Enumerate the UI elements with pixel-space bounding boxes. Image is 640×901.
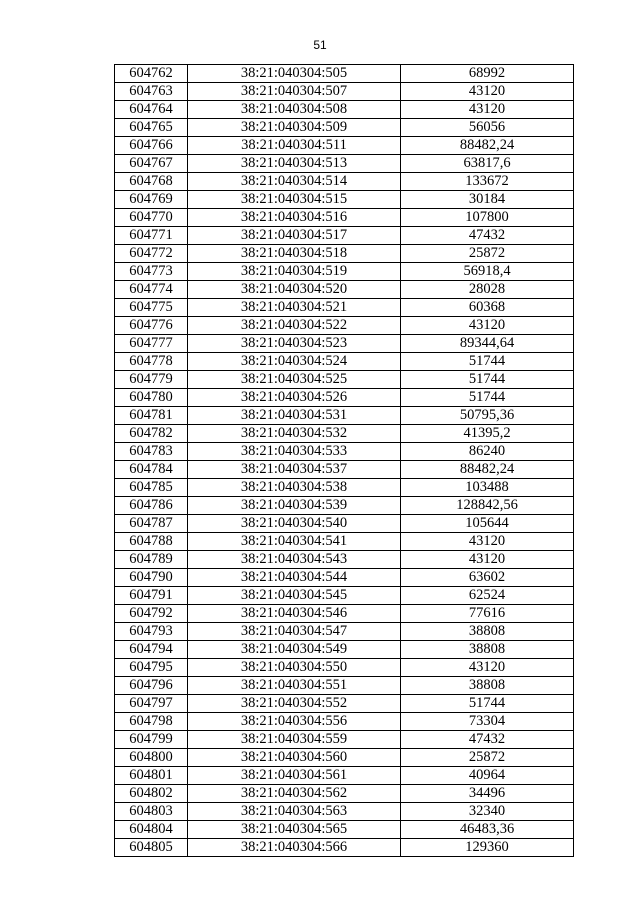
table-row — [115, 569, 574, 587]
row-number-cell: 604801 — [115, 767, 188, 785]
row-number-cell: 604780 — [115, 389, 188, 407]
value-cell: 105644 — [401, 515, 574, 533]
row-number-cell: 604773 — [115, 263, 188, 281]
value-cell: 62524 — [401, 587, 574, 605]
row-number-cell: 604762 — [115, 65, 188, 83]
table-row — [115, 587, 574, 605]
cadastral-number-cell: 38:21:040304:507 — [188, 83, 401, 101]
cadastral-number-cell: 38:21:040304:566 — [188, 839, 401, 857]
cadastral-number-cell: 38:21:040304:552 — [188, 695, 401, 713]
table-row — [115, 605, 574, 623]
cadastral-number-cell: 38:21:040304:565 — [188, 821, 401, 839]
cadastral-number-cell: 38:21:040304:549 — [188, 641, 401, 659]
value-cell: 51744 — [401, 353, 574, 371]
table-row — [115, 407, 574, 425]
table-row — [115, 335, 574, 353]
cadastral-number-cell: 38:21:040304:513 — [188, 155, 401, 173]
value-cell: 38808 — [401, 623, 574, 641]
row-number-cell: 604793 — [115, 623, 188, 641]
value-cell: 56918,4 — [401, 263, 574, 281]
cadastral-number-cell: 38:21:040304:547 — [188, 623, 401, 641]
row-number-cell: 604805 — [115, 839, 188, 857]
cadastral-number-cell: 38:21:040304:511 — [188, 137, 401, 155]
table-row — [115, 101, 574, 119]
value-cell: 60368 — [401, 299, 574, 317]
cadastral-number-cell: 38:21:040304:518 — [188, 245, 401, 263]
cadastral-number-cell: 38:21:040304:524 — [188, 353, 401, 371]
cadastral-number-cell: 38:21:040304:532 — [188, 425, 401, 443]
row-number-cell: 604764 — [115, 101, 188, 119]
table-row — [115, 281, 574, 299]
value-cell: 40964 — [401, 767, 574, 785]
table-row — [115, 173, 574, 191]
value-cell: 128842,56 — [401, 497, 574, 515]
value-cell: 28028 — [401, 281, 574, 299]
row-number-cell: 604804 — [115, 821, 188, 839]
table-row — [115, 479, 574, 497]
cadastral-number-cell: 38:21:040304:537 — [188, 461, 401, 479]
cadastral-number-cell: 38:21:040304:540 — [188, 515, 401, 533]
table-row — [115, 641, 574, 659]
row-number-cell: 604783 — [115, 443, 188, 461]
row-number-cell: 604792 — [115, 605, 188, 623]
table-row — [115, 533, 574, 551]
cadastral-number-cell: 38:21:040304:545 — [188, 587, 401, 605]
value-cell: 30184 — [401, 191, 574, 209]
cadastral-number-cell: 38:21:040304:519 — [188, 263, 401, 281]
value-cell: 88482,24 — [401, 137, 574, 155]
value-cell: 88482,24 — [401, 461, 574, 479]
row-number-cell: 604790 — [115, 569, 188, 587]
row-number-cell: 604782 — [115, 425, 188, 443]
row-number-cell: 604774 — [115, 281, 188, 299]
value-cell: 51744 — [401, 695, 574, 713]
table-row — [115, 839, 574, 857]
data-table — [114, 64, 574, 857]
value-cell: 68992 — [401, 65, 574, 83]
value-cell: 47432 — [401, 731, 574, 749]
cadastral-number-cell: 38:21:040304:514 — [188, 173, 401, 191]
table-row — [115, 389, 574, 407]
cadastral-number-cell: 38:21:040304:550 — [188, 659, 401, 677]
row-number-cell: 604795 — [115, 659, 188, 677]
row-number-cell: 604771 — [115, 227, 188, 245]
table-row — [115, 191, 574, 209]
cadastral-number-cell: 38:21:040304:505 — [188, 65, 401, 83]
table-row — [115, 803, 574, 821]
row-number-cell: 604789 — [115, 551, 188, 569]
table-row — [115, 209, 574, 227]
value-cell: 34496 — [401, 785, 574, 803]
row-number-cell: 604786 — [115, 497, 188, 515]
value-cell: 38808 — [401, 677, 574, 695]
cadastral-number-cell: 38:21:040304:563 — [188, 803, 401, 821]
value-cell: 107800 — [401, 209, 574, 227]
table-row — [115, 695, 574, 713]
value-cell: 41395,2 — [401, 425, 574, 443]
cadastral-number-cell: 38:21:040304:559 — [188, 731, 401, 749]
cadastral-number-cell: 38:21:040304:551 — [188, 677, 401, 695]
table-row — [115, 443, 574, 461]
row-number-cell: 604781 — [115, 407, 188, 425]
cadastral-number-cell: 38:21:040304:516 — [188, 209, 401, 227]
cadastral-number-cell: 38:21:040304:520 — [188, 281, 401, 299]
row-number-cell: 604803 — [115, 803, 188, 821]
value-cell: 32340 — [401, 803, 574, 821]
cadastral-number-cell: 38:21:040304:533 — [188, 443, 401, 461]
table-row — [115, 515, 574, 533]
table-row — [115, 623, 574, 641]
row-number-cell: 604766 — [115, 137, 188, 155]
cadastral-number-cell: 38:21:040304:538 — [188, 479, 401, 497]
row-number-cell: 604763 — [115, 83, 188, 101]
row-number-cell: 604765 — [115, 119, 188, 137]
cadastral-number-cell: 38:21:040304:546 — [188, 605, 401, 623]
value-cell: 46483,36 — [401, 821, 574, 839]
cadastral-number-cell: 38:21:040304:523 — [188, 335, 401, 353]
value-cell: 63602 — [401, 569, 574, 587]
value-cell: 38808 — [401, 641, 574, 659]
value-cell: 25872 — [401, 749, 574, 767]
table-row — [115, 551, 574, 569]
value-cell: 43120 — [401, 101, 574, 119]
row-number-cell: 604787 — [115, 515, 188, 533]
row-number-cell: 604788 — [115, 533, 188, 551]
cadastral-number-cell: 38:21:040304:525 — [188, 371, 401, 389]
value-cell: 103488 — [401, 479, 574, 497]
table-row — [115, 119, 574, 137]
table-row — [115, 659, 574, 677]
value-cell: 43120 — [401, 551, 574, 569]
table-row — [115, 227, 574, 245]
table-row — [115, 677, 574, 695]
table-row — [115, 821, 574, 839]
cadastral-number-cell: 38:21:040304:556 — [188, 713, 401, 731]
table-row — [115, 713, 574, 731]
row-number-cell: 604800 — [115, 749, 188, 767]
value-cell: 25872 — [401, 245, 574, 263]
row-number-cell: 604799 — [115, 731, 188, 749]
row-number-cell: 604798 — [115, 713, 188, 731]
cadastral-number-cell: 38:21:040304:522 — [188, 317, 401, 335]
value-cell: 50795,36 — [401, 407, 574, 425]
table-row — [115, 83, 574, 101]
value-cell: 43120 — [401, 659, 574, 677]
value-cell: 86240 — [401, 443, 574, 461]
row-number-cell: 604778 — [115, 353, 188, 371]
cadastral-number-cell: 38:21:040304:539 — [188, 497, 401, 515]
table-row — [115, 65, 574, 83]
value-cell: 51744 — [401, 371, 574, 389]
cadastral-number-cell: 38:21:040304:543 — [188, 551, 401, 569]
cadastral-number-cell: 38:21:040304:544 — [188, 569, 401, 587]
table-row — [115, 497, 574, 515]
page-number: 51 — [313, 38, 327, 52]
row-number-cell: 604794 — [115, 641, 188, 659]
cadastral-number-cell: 38:21:040304:541 — [188, 533, 401, 551]
cadastral-number-cell: 38:21:040304:531 — [188, 407, 401, 425]
value-cell: 133672 — [401, 173, 574, 191]
cadastral-number-cell: 38:21:040304:508 — [188, 101, 401, 119]
value-cell: 43120 — [401, 317, 574, 335]
table-row — [115, 785, 574, 803]
table-row — [115, 317, 574, 335]
table-row — [115, 155, 574, 173]
cadastral-number-cell: 38:21:040304:560 — [188, 749, 401, 767]
table-row — [115, 461, 574, 479]
cadastral-number-cell: 38:21:040304:526 — [188, 389, 401, 407]
row-number-cell: 604769 — [115, 191, 188, 209]
row-number-cell: 604772 — [115, 245, 188, 263]
value-cell: 43120 — [401, 533, 574, 551]
table-row — [115, 371, 574, 389]
cadastral-number-cell: 38:21:040304:562 — [188, 785, 401, 803]
cadastral-number-cell: 38:21:040304:517 — [188, 227, 401, 245]
cadastral-number-cell: 38:21:040304:521 — [188, 299, 401, 317]
row-number-cell: 604777 — [115, 335, 188, 353]
row-number-cell: 604791 — [115, 587, 188, 605]
row-number-cell: 604767 — [115, 155, 188, 173]
row-number-cell: 604770 — [115, 209, 188, 227]
table-row — [115, 263, 574, 281]
table-row — [115, 749, 574, 767]
cadastral-number-cell: 38:21:040304:509 — [188, 119, 401, 137]
cadastral-number-cell: 38:21:040304:561 — [188, 767, 401, 785]
row-number-cell: 604776 — [115, 317, 188, 335]
row-number-cell: 604768 — [115, 173, 188, 191]
table-row — [115, 425, 574, 443]
value-cell: 63817,6 — [401, 155, 574, 173]
value-cell: 129360 — [401, 839, 574, 857]
value-cell: 89344,64 — [401, 335, 574, 353]
row-number-cell: 604802 — [115, 785, 188, 803]
cadastral-number-cell: 38:21:040304:515 — [188, 191, 401, 209]
value-cell: 73304 — [401, 713, 574, 731]
table-body — [115, 65, 574, 857]
row-number-cell: 604796 — [115, 677, 188, 695]
row-number-cell: 604779 — [115, 371, 188, 389]
row-number-cell: 604784 — [115, 461, 188, 479]
row-number-cell: 604797 — [115, 695, 188, 713]
value-cell: 77616 — [401, 605, 574, 623]
table-row — [115, 245, 574, 263]
value-cell: 47432 — [401, 227, 574, 245]
table-row — [115, 137, 574, 155]
row-number-cell: 604775 — [115, 299, 188, 317]
value-cell: 43120 — [401, 83, 574, 101]
value-cell: 51744 — [401, 389, 574, 407]
table-row — [115, 299, 574, 317]
table-row — [115, 353, 574, 371]
table-row — [115, 731, 574, 749]
table-row — [115, 767, 574, 785]
row-number-cell: 604785 — [115, 479, 188, 497]
value-cell: 56056 — [401, 119, 574, 137]
